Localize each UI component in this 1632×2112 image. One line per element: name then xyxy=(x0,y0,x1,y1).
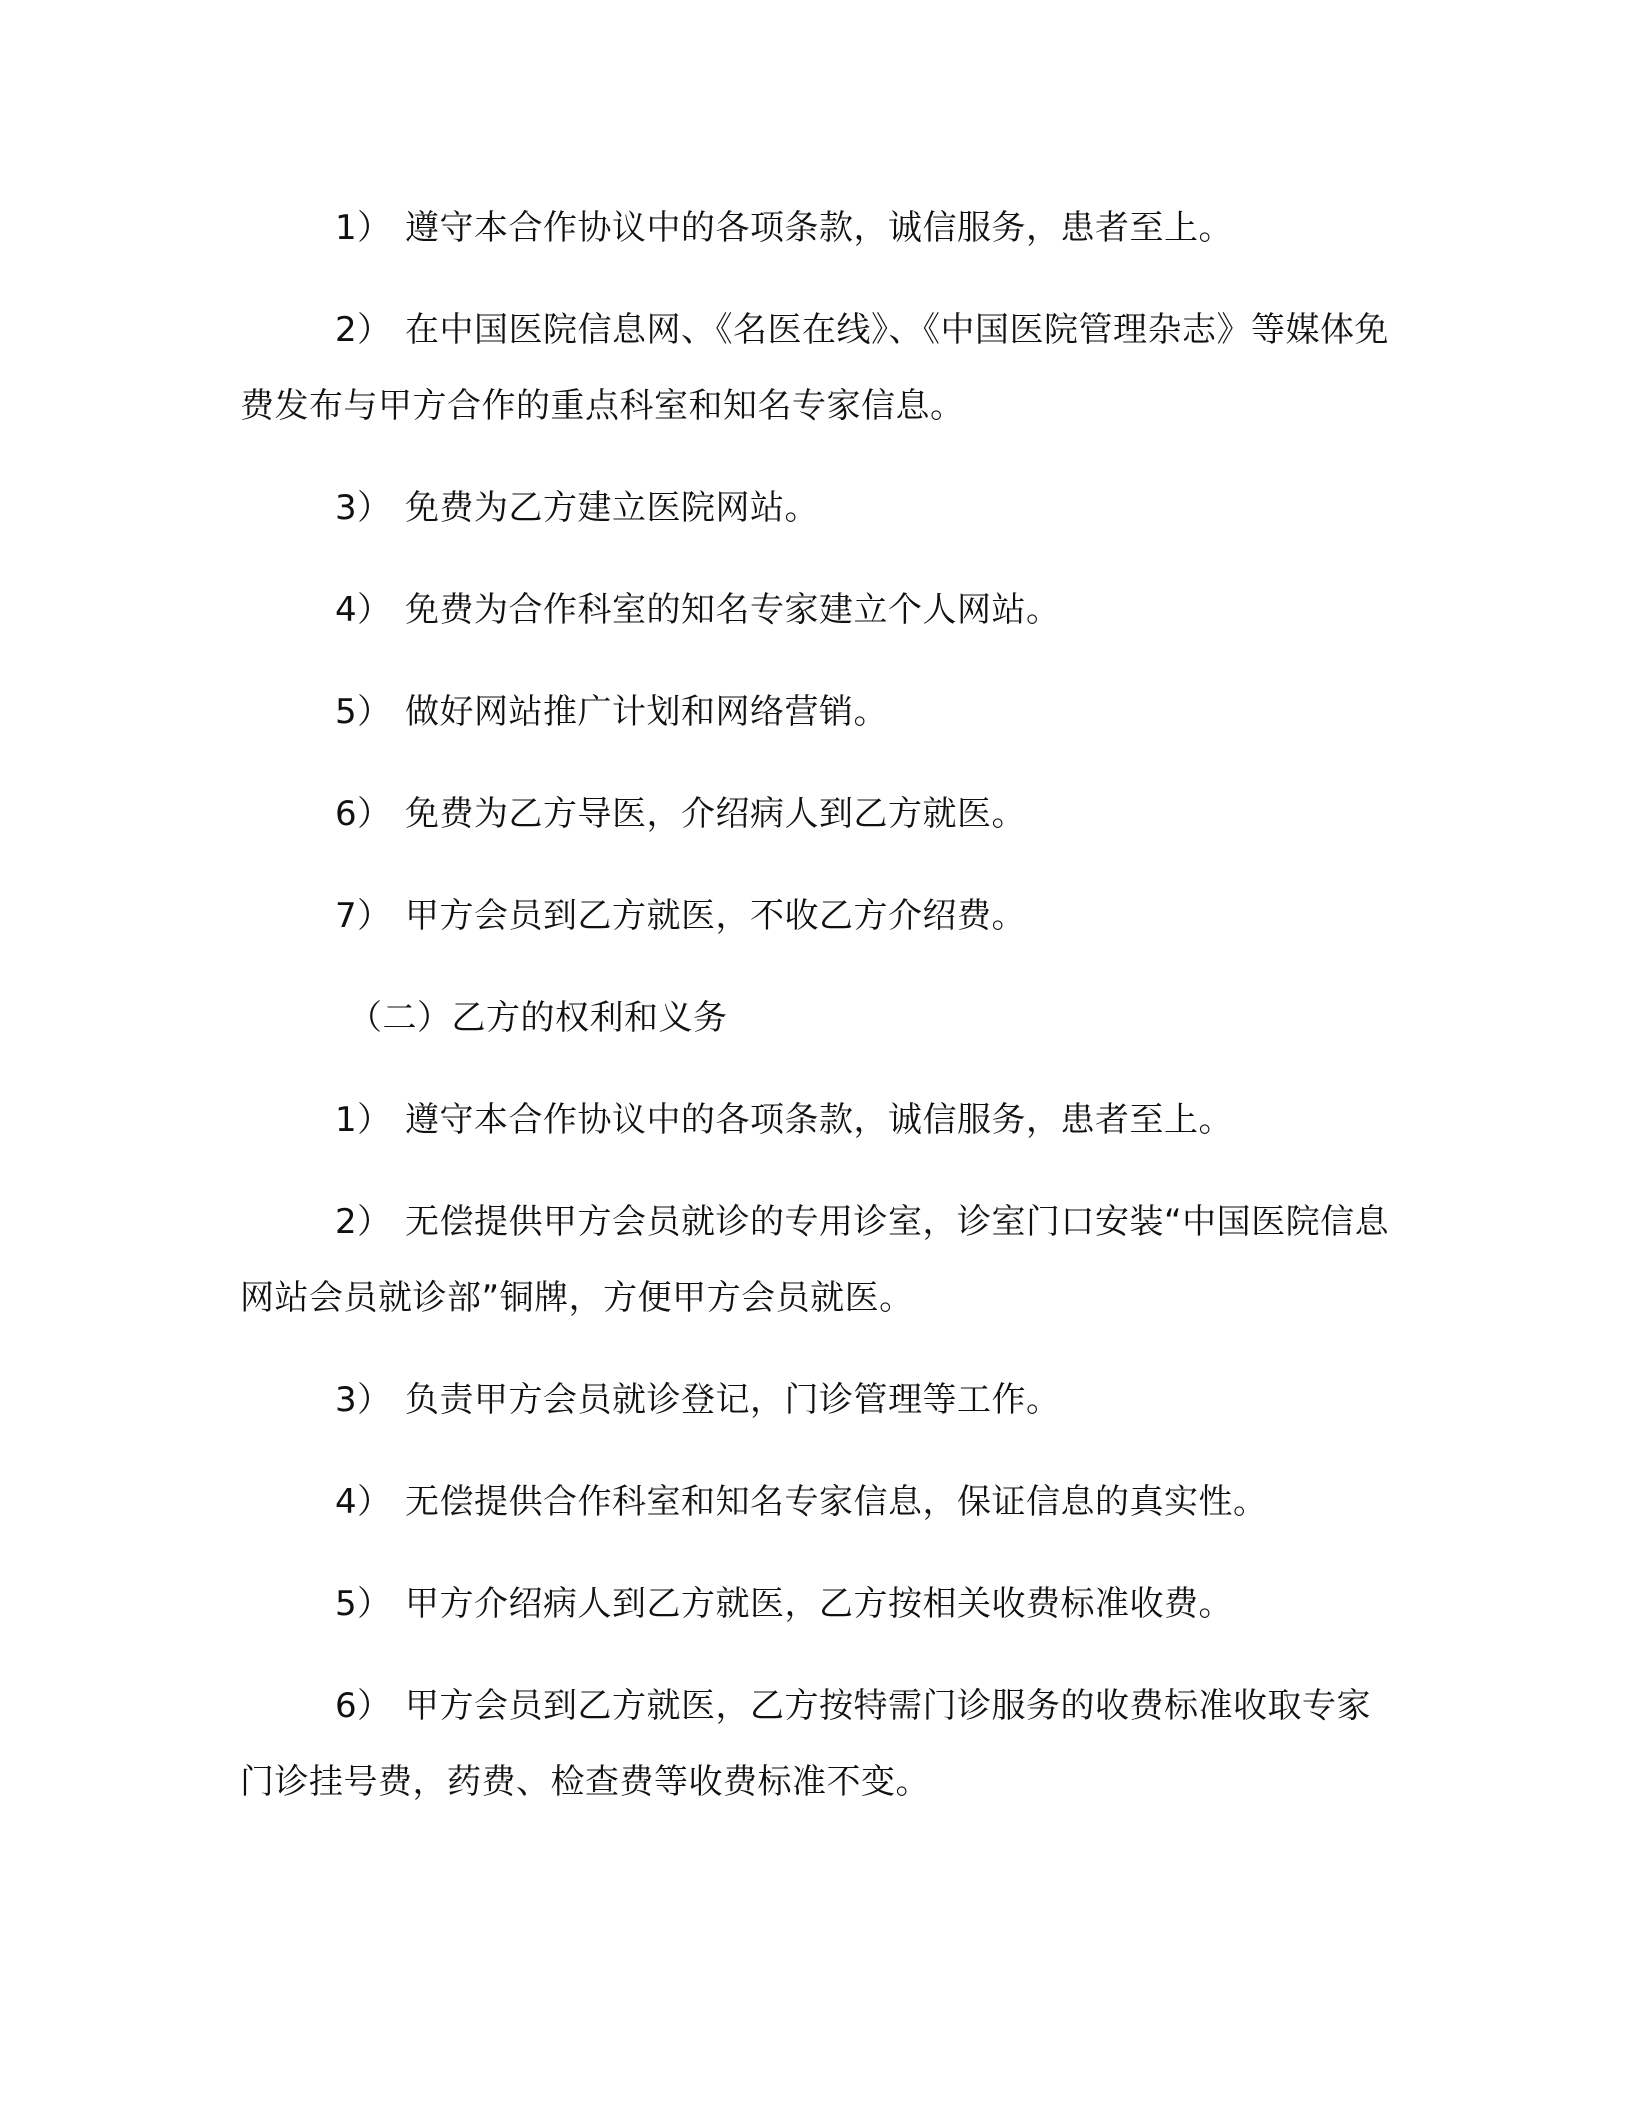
paragraph-number: 5） xyxy=(335,692,392,732)
paragraph-a2 xyxy=(240,292,1390,444)
paragraph-a5 xyxy=(240,674,1390,750)
paragraph-text: 免费为乙方导医，介绍病人到乙方就医。 xyxy=(405,794,1026,834)
paragraph-text: 做好网站推广计划和网络营销。 xyxy=(405,692,888,732)
paragraph-text: 甲方介绍病人到乙方就医，乙方按相关收费标准收费。 xyxy=(405,1584,1233,1624)
paragraph-number: 3） xyxy=(335,488,392,528)
document-body xyxy=(240,190,1390,1820)
paragraph-text: 在中国医院信息网、《名医在线》、《中国医院管理杂志》等媒体免费发布与甲方合作的重点科室和知名专家信息。 xyxy=(240,310,1389,426)
paragraph-text: 无偿提供合作科室和知名专家信息，保证信息的真实性。 xyxy=(405,1482,1268,1522)
paragraph-text: 免费为乙方建立医院网站。 xyxy=(405,488,819,528)
paragraph-text: 无偿提供甲方会员就诊的专用诊室，诊室门口安装“中国医院信息网站会员就诊部”铜牌，方便甲方会员就医。 xyxy=(240,1202,1390,1318)
paragraph-number: 2） xyxy=(335,310,392,350)
paragraph-text: 负责甲方会员就诊登记，门诊管理等工作。 xyxy=(405,1380,1061,1420)
paragraph-number: 3） xyxy=(335,1380,392,1420)
paragraph-a7 xyxy=(240,878,1390,954)
paragraph-number: 6） xyxy=(335,794,392,834)
paragraph-a1 xyxy=(240,190,1390,266)
paragraph-a4 xyxy=(240,572,1390,648)
paragraph-text: 遵守本合作协议中的各项条款，诚信服务，患者至上。 xyxy=(405,208,1233,248)
paragraph-number: 5） xyxy=(335,1584,392,1624)
paragraph-b2 xyxy=(240,1184,1390,1336)
paragraph-text: 甲方会员到乙方就医，不收乙方介绍费。 xyxy=(405,896,1026,936)
paragraph-number: 2） xyxy=(335,1202,392,1242)
paragraph-number: 7） xyxy=(335,896,392,936)
paragraph-number: 1） xyxy=(335,208,392,248)
paragraph-b3 xyxy=(240,1362,1390,1438)
section-heading: （二）乙方的权利和义务 xyxy=(348,998,728,1038)
paragraph-a3 xyxy=(240,470,1390,546)
paragraph-a6 xyxy=(240,776,1390,852)
paragraph-text: 遵守本合作协议中的各项条款，诚信服务，患者至上。 xyxy=(405,1100,1233,1140)
paragraph-b4 xyxy=(240,1464,1390,1540)
paragraph-b6 xyxy=(240,1668,1390,1820)
paragraph-text: 甲方会员到乙方就医，乙方按特需门诊服务的收费标准收取专家门诊挂号费，药费、检查费等收费标准不变。 xyxy=(240,1686,1371,1802)
paragraph-number: 1） xyxy=(335,1100,392,1140)
paragraph-text: 免费为合作科室的知名专家建立个人网站。 xyxy=(405,590,1061,630)
paragraph-number: 4） xyxy=(335,590,392,630)
paragraph-b5 xyxy=(240,1566,1390,1642)
paragraph-number: 4） xyxy=(335,1482,392,1522)
paragraph-number: 6） xyxy=(335,1686,392,1726)
paragraph-b1 xyxy=(240,1082,1390,1158)
